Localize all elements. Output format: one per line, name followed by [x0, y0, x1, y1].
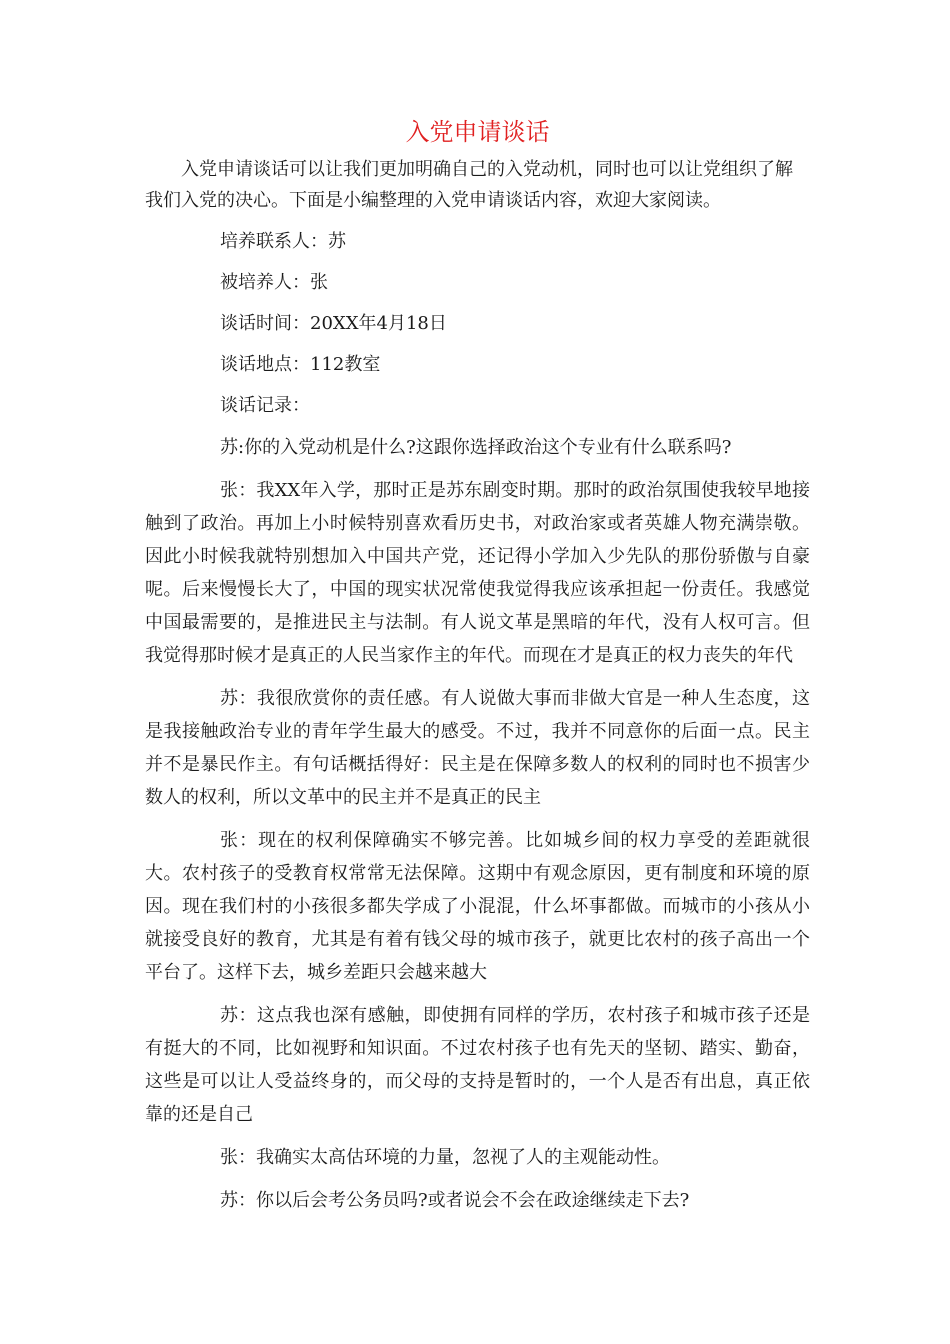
- meta-contact-person: 培养联系人：苏: [220, 231, 346, 252]
- dialogue-paragraph: 苏:你的入党动机是什么?这跟你选择政治这个专业有什么联系吗?: [220, 437, 732, 458]
- dialogue-paragraph: 张：我XX年入学，那时正是苏东剧变时期。那时的政治氛围使我较早地接触到了政治。再加上小时候特别喜欢看历史书，对政治家或者英雄人物充满崇敬。因此小时候我就特别想加入中国共产党，还记得小学加入少先队的那份骄傲与自豪呢。后来慢慢长大了，中国的现实状况常使我觉得我应该承担起一份责任。我感觉中国最需要的，是推进民主与法制。有人说文革是黑暗的年代，没有人权可言。但我觉得那时候才是真正的人民当家作主的年代。而现在才是真正的权力丧失的年代: [145, 480, 810, 666]
- document-page: [145, 112, 810, 1227]
- intro-paragraph: 入党申请谈话可以让我们更加明确自己的入党动机，同时也可以让党组织了解我们入党的决心。下面是小编整理的入党申请谈话内容，欢迎大家阅读。: [145, 159, 793, 211]
- dialogue-paragraph: 张：现在的权利保障确实不够完善。比如城乡间的权力享受的差距就很大。农村孩子的受教育权常常无法保障。这期中有观念原因，更有制度和环境的原因。现在我们村的小孩很多都失学成了小混混，什么坏事都做。而城市的小孩从小就接受良好的教育，尤其是有着有钱父母的城市孩子，就更比农村的孩子高出一个平台了。这样下去，城乡差距只会越来越大: [145, 830, 810, 983]
- meta-talk-location: 谈话地点：112教室: [220, 354, 381, 375]
- dialogue-paragraph: 苏：我很欣赏你的责任感。有人说做大事而非做大官是一种人生态度，这是我接触政治专业的青年学生最大的感受。不过，我并不同意你的后面一点。民主并不是暴民作主。有句话概括得好：民主是在保障多数人的权利的同时也不损害少数人的权利，所以文革中的民主并不是真正的民主: [145, 688, 810, 808]
- dialogue-paragraph: 苏：这点我也深有感触，即使拥有同样的学历，农村孩子和城市孩子还是有挺大的不同，比如视野和知识面。不过农村孩子也有先天的坚韧、踏实、勤奋，这些是可以让人受益终身的，而父母的支持是暂时的，一个人是否有出息，真正依靠的还是自己: [145, 1005, 810, 1125]
- meta-talk-record-label: 谈话记录：: [220, 395, 310, 416]
- meta-trainee: 被培养人：张: [220, 272, 328, 293]
- dialogue-paragraph: 苏：你以后会考公务员吗?或者说会不会在政途继续走下去?: [220, 1190, 690, 1211]
- meta-talk-time: 谈话时间：20XX年4月18日: [220, 313, 447, 334]
- document-title: 入党申请谈话: [405, 118, 550, 146]
- dialogue-paragraph: 张：我确实太高估环境的力量，忽视了人的主观能动性。: [220, 1147, 670, 1168]
